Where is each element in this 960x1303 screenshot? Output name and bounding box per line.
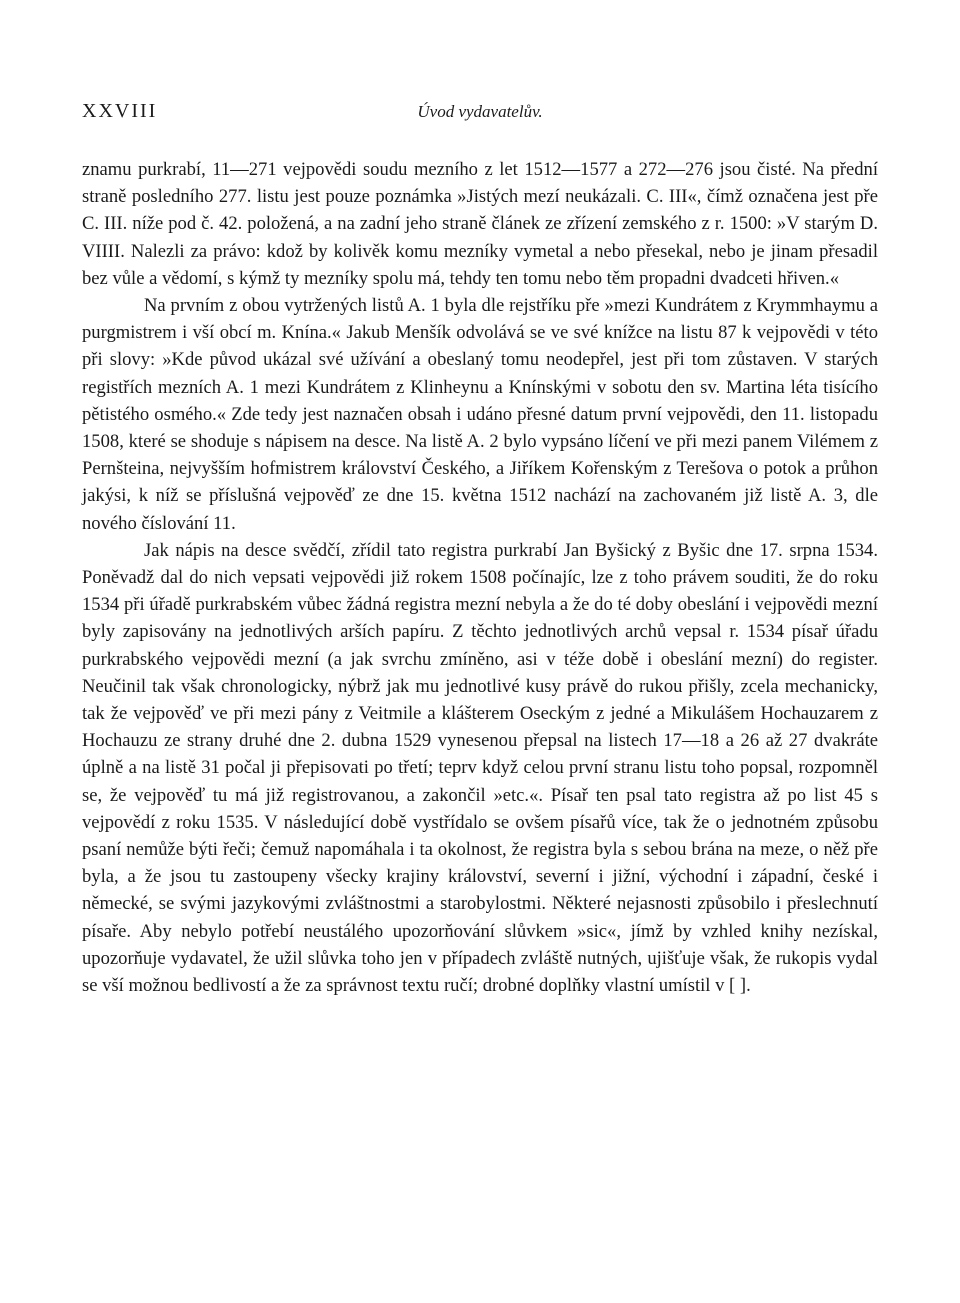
running-title: Úvod vydavatelův. bbox=[417, 102, 543, 121]
body-text bbox=[82, 156, 878, 999]
running-head bbox=[82, 100, 878, 136]
paragraph-continuation: znamu purkrabí, 11—271 vejpovědi soudu mezního z let 1512—1577 a 272—276 jsou čisté. Na přední straně posledního 277. listu jest pouze poznámka »Jistých mezí neukázali. C. III«, čímž označena jest pře C. III. níže pod č. 42. položená, a na zadní jeho straně článek ze zřízení zemského z r. 1500: »V starým D. VIIII. Nalezli za právo: kdož by kolivěk komu mezníky vymetal a nebo přesekal, nebo je jinam přesadil bez vůle a vědomí, s kýmž ty mezníky spolu má, tehdy ten tomu nebo těm propadni dvadceti hřiven.« bbox=[82, 159, 878, 289]
paragraph: Na prvním z obou vytržených listů A. 1 byla dle rejstříku pře »mezi Kundrátem z Krymmhaymu a purgmistrem i vší obcí m. Knína.« Jakub Menšík odvolává se ve své knížce na listu 87 k vejpovědi v této při slovy: »Kde původ ukázal své užívání a obeslaný tomu neodepřel, jest při tom zůstaven. V starých registřích mezních A. 1 mezi Kundrátem z Klinheynu a Knínskými v sobotu den sv. Martina léta tisícího pětistého osmého.« Zde tedy jest naznačen obsah i udáno přesné datum první vejpovědi, den 11. listopadu 1508, které se shoduje s nápisem na desce. Na listě A. 2 bylo vypsáno líčení ve při mezi panem Vilémem z Pernšteina, nejvyšším hofmistrem království Českého, a Jiříkem Kořenským z Terešova o potok a průhon jakýsi, k níž se příslušná vejpověď ze dne 15. května 1512 nachází na zachovaném již listě A. 3, dle nového číslování 11. bbox=[82, 295, 878, 534]
paragraph: Jak nápis na desce svědčí, zřídil tato registra purkrabí Jan Byšický z Byšic dne 17. srpna 1534. Poněvadž dal do nich vepsati vejpovědi již rokem 1508 počínajíc, lze z toho právem souditi, že do roku 1534 při úřadě purkrabském vůbec žádná registra mezní nebyla a že do té doby obeslání i vejpovědi mezní byly zapisovány na jednotlivých arších papíru. Z těchto jednotlivých archů vepsal r. 1534 písař úřadu purkrabského vejpovědi mezní (a jak svrchu zmíněno, asi v téže době i obeslání mezní) do register. Neučinil tak však chronologicky, nýbrž jak mu jednotlivé kusy právě do rukou přišly, zcela mechanicky, tak že vejpověď ve při mezi pány z Veitmile a klášterem Oseckým z jedné a Mikulášem Hochauzarem z Hochauzu ze strany druhé dne 2. dubna 1529 vynesenou přepsal na listech 17—18 a 26 až 27 dvakráte úplně a na listě 31 počal ji přepisovati po třetí; teprv když celou první stranu listu toho popsal, rozpomněl se, že vejpověď tu má již registrovanou, a zakončil »etc.«. Písař ten psal tato registra až po list 45 s vejpovědí z roku 1535. V následující době vystřídalo se ovšem písařů více, tak že o jednotném způsobu psaní nemůže býti řeči; čemuž napomáhala i ta okolnost, že registra byla s sebou brána na meze, o něž pře byla, a že jsou tu zastoupeny všecky krajiny království, severní i jižní, východní i západní, české i německé, se svými jazykovými zvláštnostmi a starobylostmi. Některé nejasnosti způsobilo i přeslechnutí písaře. Aby nebylo potřebí neustálého upozorňování slůvkem »sic«, jímž by vzhled knihy nezískal, upozorňuje vydavatel, že užil slůvka toho jen v případech zvláště nutných, ujišťuje však, že rukopis vydal se vší možnou bedlivostí a že za správnost textu ručí; drobné doplňky vlastní umístil v [ ]. bbox=[82, 539, 878, 997]
document-page bbox=[82, 100, 878, 999]
page-number: XXVIII bbox=[82, 100, 158, 122]
